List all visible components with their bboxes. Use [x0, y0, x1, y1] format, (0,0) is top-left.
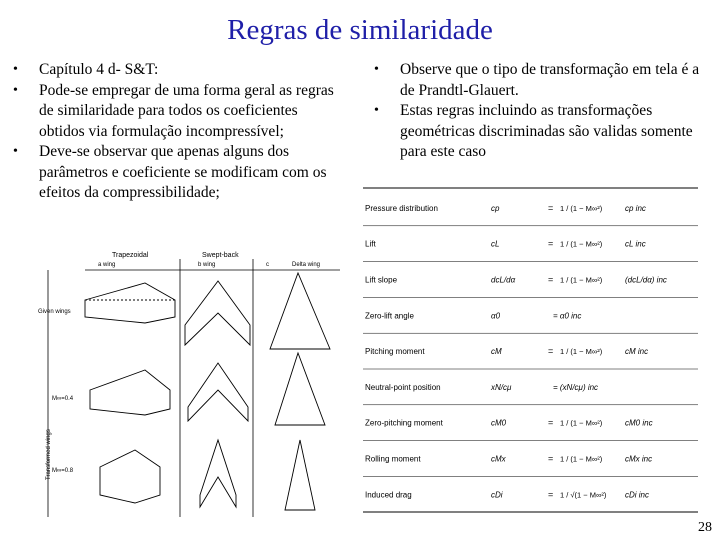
row-symbol: cDi: [491, 490, 503, 500]
equals-sign: =: [548, 346, 554, 357]
col-header-swept: Swept-back: [202, 252, 239, 259]
bullet-icon: •: [13, 62, 18, 77]
row-rhs: (dcL/dα) inc: [625, 275, 667, 285]
row-rhs: cp inc: [625, 203, 646, 213]
row-label: Lift slope: [365, 275, 398, 285]
bullet-icon: •: [374, 62, 379, 77]
row-rhs: cL inc: [625, 239, 646, 249]
row-symbol: xN/cμ: [491, 382, 512, 392]
bullet-text: Pode-se empregar de uma forma geral as regras de similaridade para todos os coeficientes obtidos via formulação incompressível;: [39, 81, 334, 140]
list-item: [13, 142, 339, 204]
row-rhs: cM inc: [625, 347, 649, 357]
row-label: Rolling moment: [365, 454, 421, 464]
list-item: [374, 60, 710, 101]
factor: 1 / (1 − M∞²): [560, 239, 603, 249]
row-rhs: = (xN/cμ) inc: [553, 382, 599, 392]
row-symbol: cM0: [491, 418, 507, 428]
side-label-transformed: Transformed wings: [46, 429, 52, 480]
factor: 1 / √(1 − M∞²): [560, 490, 607, 500]
row-rhs: cMx inc: [625, 454, 653, 464]
row-label: Pitching moment: [365, 347, 425, 357]
row-symbol: cp: [491, 203, 500, 213]
list-item: [13, 81, 339, 143]
factor: 1 / (1 − M∞²): [560, 203, 603, 213]
table-row: [363, 275, 698, 298]
left-bullet-list: [13, 60, 339, 204]
mach-label-2: M∞=0.8: [52, 468, 74, 474]
factor: 1 / (1 − M∞²): [560, 347, 603, 357]
list-item: [374, 101, 710, 163]
factor: 1 / (1 − M∞²): [560, 275, 603, 285]
bullet-icon: •: [13, 144, 18, 159]
row-symbol: cL: [491, 239, 500, 249]
table-row: [363, 454, 698, 477]
row-symbol: dcL/dα: [491, 275, 516, 285]
row-label: Zero-lift angle: [365, 311, 414, 321]
table-row: [363, 383, 698, 405]
row-label: Lift: [365, 239, 376, 249]
bullet-icon: •: [13, 82, 18, 98]
row-symbol: cMx: [491, 454, 506, 464]
row-label: Neutral-point position: [365, 382, 441, 392]
equals-sign: =: [548, 417, 554, 428]
bullet-text: Deve-se observar que apenas alguns dos parâmetros e coeficiente se modificam com os efeitos da compressibilidade;: [39, 143, 327, 201]
bullet-text: Estas regras incluindo as transformações geométricas discriminadas são validas somente para este caso: [400, 102, 693, 160]
factor: 1 / (1 − M∞²): [560, 418, 603, 428]
right-bullet-list: [374, 60, 710, 163]
factor: 1 / (1 − M∞²): [560, 454, 603, 464]
col-sub-a: a wing: [98, 262, 116, 268]
similarity-rules-table: [363, 186, 698, 514]
col-header-trapezoidal: Trapezoidal: [112, 252, 149, 259]
row-label: Induced drag: [365, 490, 412, 500]
table-row: [363, 418, 698, 441]
row-label-given: Given wings: [38, 309, 71, 315]
col-sub-b: b wing: [198, 262, 216, 268]
bullet-text: Observe que o tipo de transformação em tela é a de Prandtl-Glauert.: [400, 61, 700, 99]
row-label: Zero-pitching moment: [365, 418, 443, 428]
list-item: [13, 60, 339, 81]
row-rhs: cM0 inc: [625, 418, 653, 428]
equals-sign: =: [548, 274, 554, 285]
equals-sign: =: [548, 238, 554, 249]
mach-label-1: M∞=0.4: [52, 396, 74, 402]
bullet-icon: •: [374, 103, 379, 118]
equals-sign: =: [548, 202, 554, 213]
slide-number: 28: [698, 520, 712, 535]
wing-transformation-figure: [30, 245, 365, 517]
row-symbol: α0: [491, 311, 501, 321]
table-row: [363, 203, 698, 226]
slide-title: Regras de similaridade: [227, 14, 493, 46]
col-header-delta: Delta wing: [292, 262, 321, 268]
row-rhs: cDi inc: [625, 490, 650, 500]
col-sub-c: c: [266, 262, 269, 268]
row-label: Pressure distribution: [365, 203, 438, 213]
table-row: [365, 489, 649, 499]
equals-sign: =: [548, 453, 554, 464]
row-symbol: cM: [491, 347, 502, 357]
table-row: [363, 346, 698, 369]
equals-sign: =: [548, 489, 554, 500]
table-row: [363, 239, 698, 262]
table-row: [363, 311, 698, 333]
row-rhs: = α0 inc: [553, 311, 582, 321]
bullet-text: Capítulo 4 d- S&T:: [39, 61, 159, 78]
